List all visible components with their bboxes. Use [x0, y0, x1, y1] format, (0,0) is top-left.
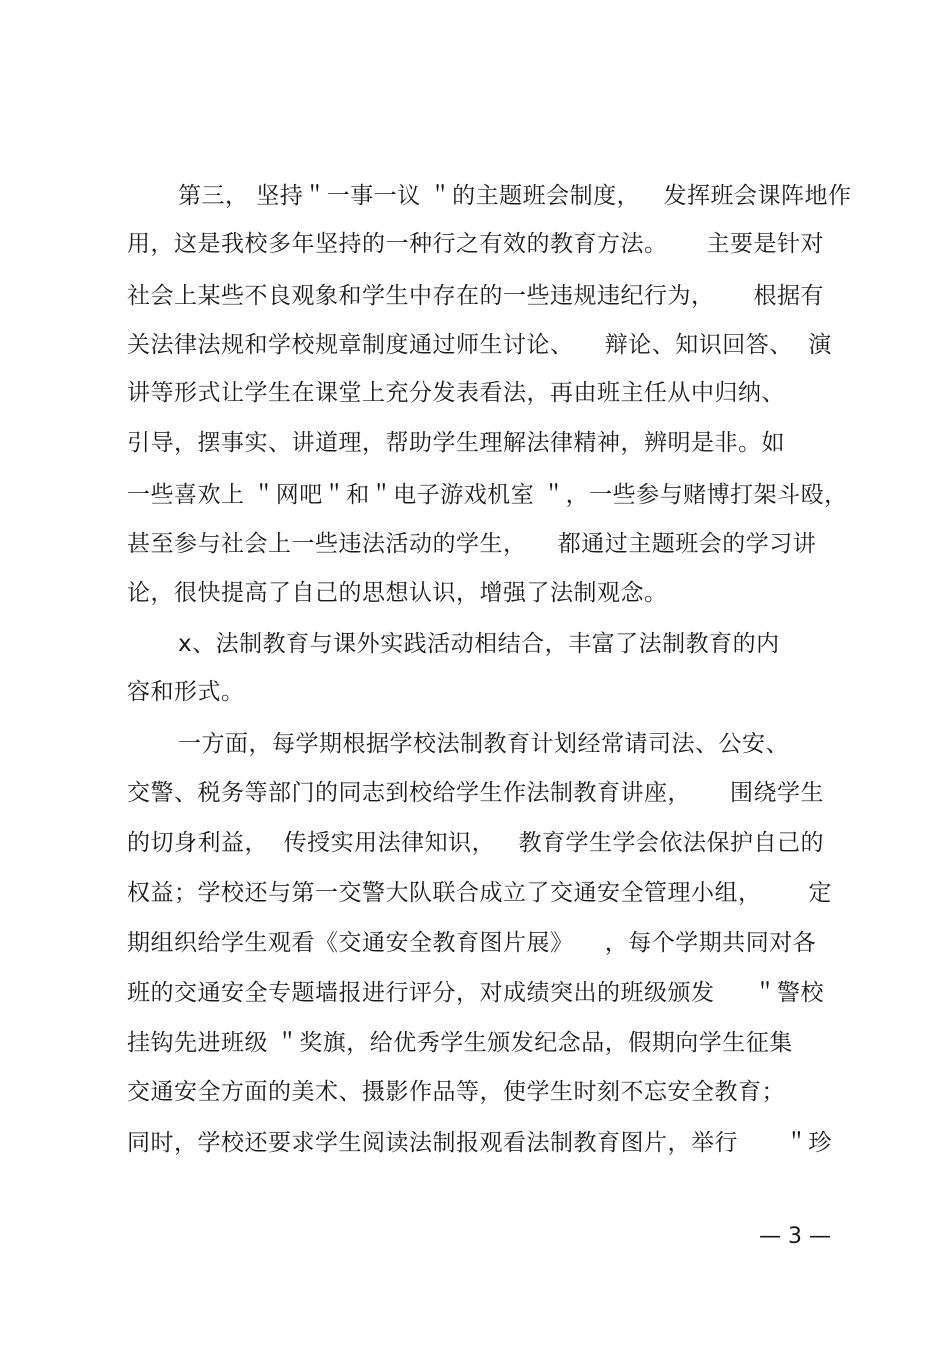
- paragraph-3-line-6: 班的交通安全专题墙报进行评分，对成绩突出的班级颁发 ＂警校: [127, 980, 825, 1006]
- paragraph-1-line-7: 一些喜欢上 ＂网吧＂和＂电子游戏机室 ＂，一些参与赌博打架斗殴，: [127, 482, 848, 508]
- paragraph-1-line-6: 引导，摆事实、讲道理，帮助学生理解法律精神，辨明是非。如: [127, 430, 785, 456]
- paragraph-1-line-8: 甚至参与社会上一些违法活动的学生， 都通过主题班会的学习讲: [127, 531, 817, 557]
- paragraph-1-line-9: 论，很快提高了自己的思想认识，增强了法制观念。: [127, 580, 668, 606]
- paragraph-2-line-2: 容和形式。: [127, 679, 245, 705]
- paragraph-3-line-5: 期组织给学生观看《交通安全教育图片展》 ，每个学期共同对各: [127, 930, 817, 956]
- paragraph-1-line-4: 关法律法规和学校规章制度通过师生讨论、 辩论、知识回答、 演: [127, 332, 832, 358]
- paragraph-1-line-5: 讲等形式让学生在课堂上充分发表看法，再由班主任从中归纳、: [127, 380, 785, 406]
- paragraph-3-line-2: 交警、税务等部门的同志到校给学生作法制教育讲座， 围绕学生: [127, 780, 825, 806]
- paragraph-1-line-3: 社会上某些不良观象和学生中存在的一些违规违纪行为， 根据有: [127, 283, 825, 309]
- paragraph-3-line-8: 交通安全方面的美术、摄影作品等，使学生时刻不忘安全教育；: [127, 1079, 785, 1105]
- paragraph-3-line-7: 挂钩先进班级 ＂奖旗，给优秀学生颁发纪念品，假期向学生征集: [127, 1030, 793, 1056]
- page-number: — 3 —: [759, 1224, 831, 1249]
- paragraph-3-line-3: 的切身利益， 传授实用法律知识， 教育学生学会依法保护自己的: [127, 830, 825, 856]
- paragraph-3-line-1: 一方面，每学期根据学校法制教育计划经常请司法、公安、: [178, 731, 789, 757]
- paragraph-1-line-2: 用，这是我校多年坚持的一种行之有效的教育方法。 主要是针对: [127, 231, 825, 257]
- paragraph-3-line-9: 同时，学校还要求学生阅读法制报观看法制教育图片，举行 ＂珍: [127, 1130, 832, 1156]
- paragraph-3-line-4: 权益；学校还与第一交警大队联合成立了交通安全管理小组， 定: [127, 880, 832, 906]
- paragraph-2-line-1: x、法制教育与课外实践活动相结合，丰富了法制教育的内: [178, 631, 780, 657]
- paragraph-1-line-1: 第三， 坚持＂一事一议 ＂的主题班会制度， 发挥班会课阵地作: [178, 183, 852, 209]
